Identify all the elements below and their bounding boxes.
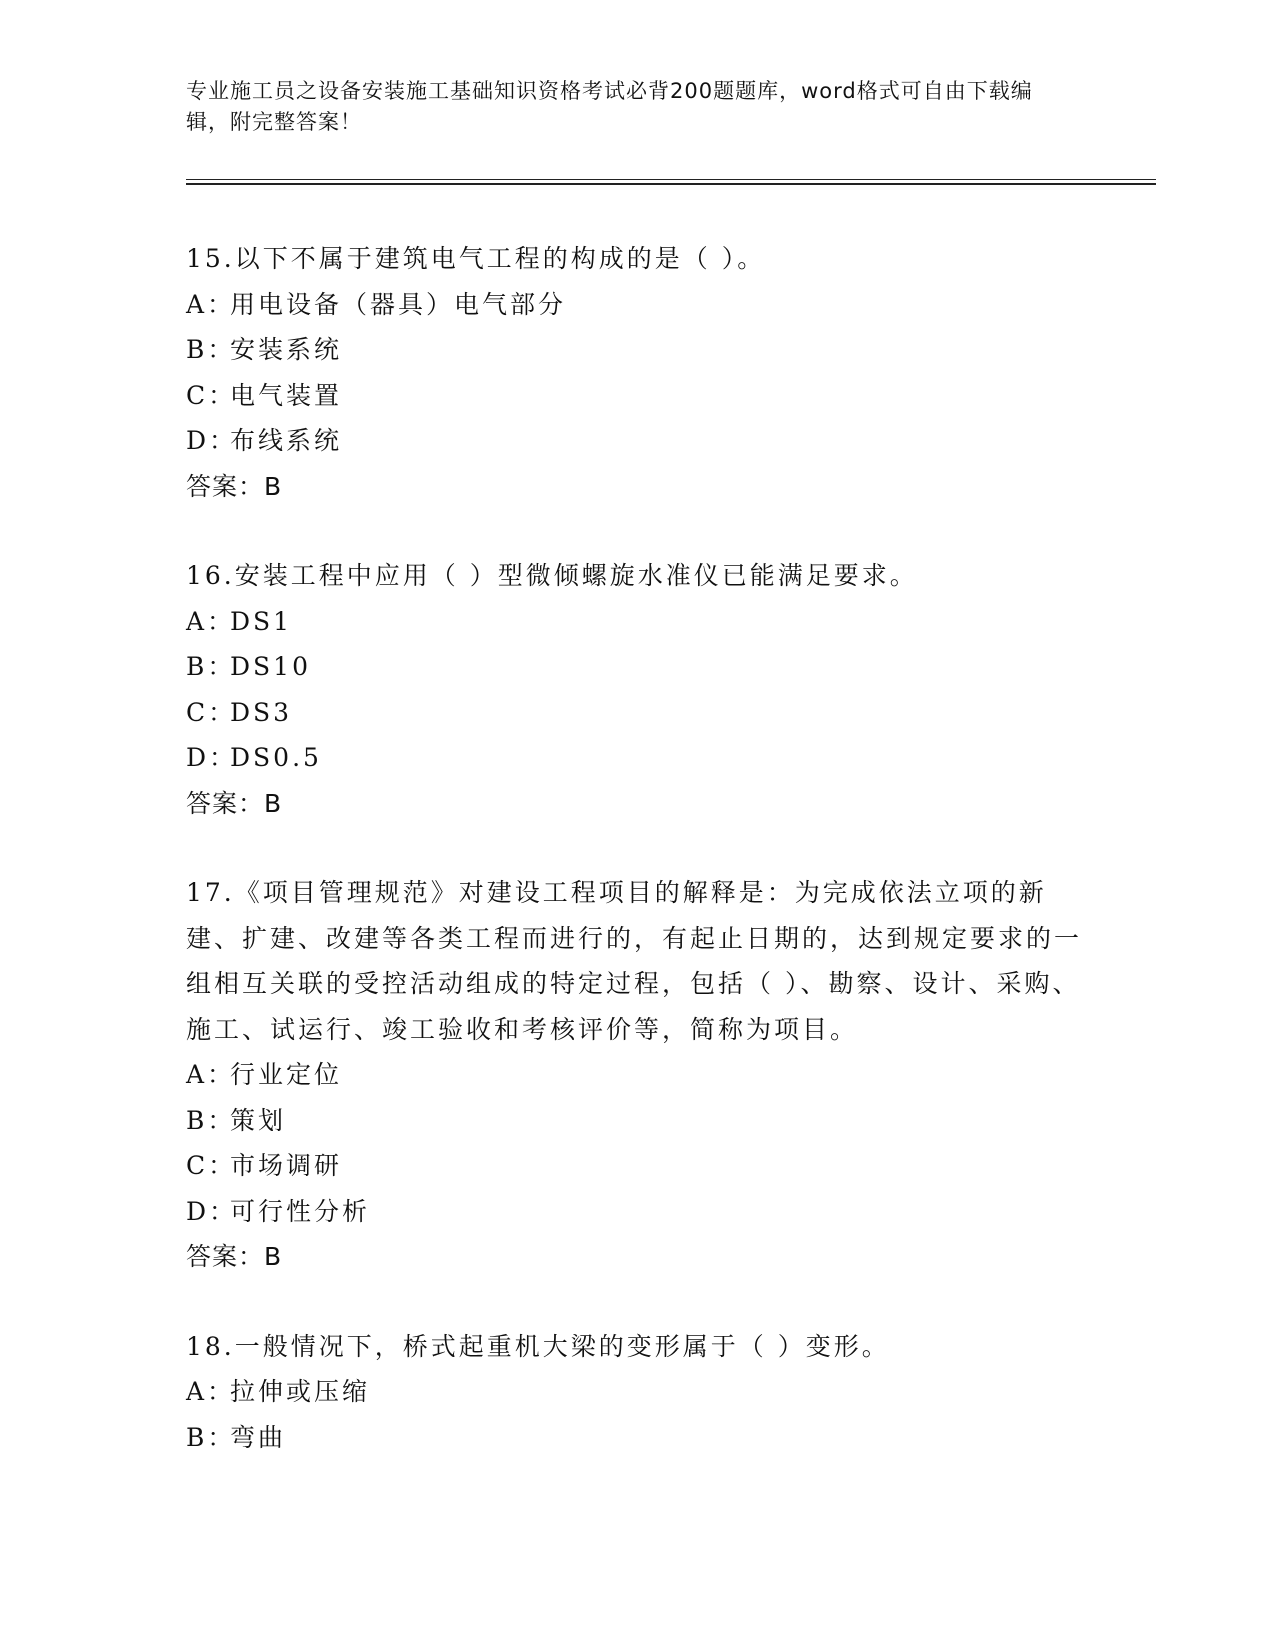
option-text: 电气装置: [230, 380, 343, 410]
answer-line: 答案：B: [186, 471, 283, 501]
option-letter: A：: [186, 289, 236, 319]
option-text: 可行性分析: [230, 1196, 371, 1226]
option-b: [186, 327, 1086, 373]
option-text: 拉伸或压缩: [230, 1377, 371, 1406]
option-letter: C：: [186, 697, 237, 727]
option-d: [186, 735, 1086, 781]
option-letter: A：: [186, 606, 236, 636]
option-d: [186, 1189, 1086, 1235]
option-text: 弯曲: [230, 1422, 287, 1452]
option-letter: D：: [186, 426, 238, 455]
option-letter: D：: [186, 743, 238, 772]
option-letter: A：: [186, 1377, 236, 1406]
option-text: 安装系统: [230, 335, 343, 364]
option-text: 策划: [230, 1105, 287, 1135]
option-letter: B：: [186, 652, 236, 681]
option-c: [186, 690, 1086, 736]
page-header: 专业施工员之设备安装施工基础知识资格考试必背200题题库，word格式可自由下载编辑，附完整答案！: [186, 79, 1033, 134]
header-divider: [186, 179, 1156, 180]
answer-line: 答案：B: [186, 1242, 283, 1271]
question-stem: 18.一般情况下，桥式起重机大梁的变形属于（ ）变形。: [186, 1331, 890, 1361]
question-15: [186, 236, 1086, 509]
option-b: [186, 1415, 1086, 1461]
question-stem: 15.以下不属于建筑电气工程的构成的是（ ）。: [186, 244, 766, 273]
option-text: 行业定位: [230, 1060, 343, 1089]
option-text: DS3: [230, 697, 293, 727]
answer-line: 答案：B: [186, 788, 283, 818]
option-text: DS1: [230, 606, 293, 636]
option-d: [186, 418, 1086, 464]
option-a: [186, 1369, 1086, 1415]
option-text: DS0.5: [230, 743, 322, 772]
header-divider-thick: [186, 183, 1156, 185]
option-letter: D：: [186, 1196, 238, 1226]
option-letter: B：: [186, 1105, 236, 1135]
question-17: [186, 870, 1086, 1280]
option-text: 市场调研: [230, 1151, 343, 1180]
option-letter: C：: [186, 1151, 237, 1180]
option-text: 用电设备（器具）电气部分: [230, 289, 567, 319]
option-letter: C：: [186, 380, 237, 410]
option-a: [186, 282, 1086, 328]
question-stem: 17.《项目管理规范》对建设工程项目的解释是：为完成依法立项的新建、扩建、改建等各类工程而进行的，有起止日期的，达到规定要求的一组相互关联的受控活动组成的特定过程，包括（ ）、勘察、设计、采购、施工、试运行、竣工验收和考核评价等，简称为项目。: [186, 878, 1083, 1044]
option-letter: B：: [186, 1422, 236, 1452]
option-b: [186, 1098, 1086, 1144]
option-a: [186, 1052, 1086, 1098]
option-c: [186, 373, 1086, 419]
option-a: [186, 599, 1086, 645]
question-18: [186, 1324, 1086, 1461]
option-text: 布线系统: [230, 426, 343, 455]
option-c: [186, 1143, 1086, 1189]
option-letter: B：: [186, 335, 236, 364]
question-stem: 16.安装工程中应用（ ）型微倾螺旋水准仪已能满足要求。: [186, 561, 918, 590]
option-letter: A：: [186, 1060, 236, 1089]
option-text: DS10: [230, 652, 311, 681]
option-b: [186, 644, 1086, 690]
question-16: [186, 553, 1086, 826]
question-list: [186, 236, 1086, 1504]
